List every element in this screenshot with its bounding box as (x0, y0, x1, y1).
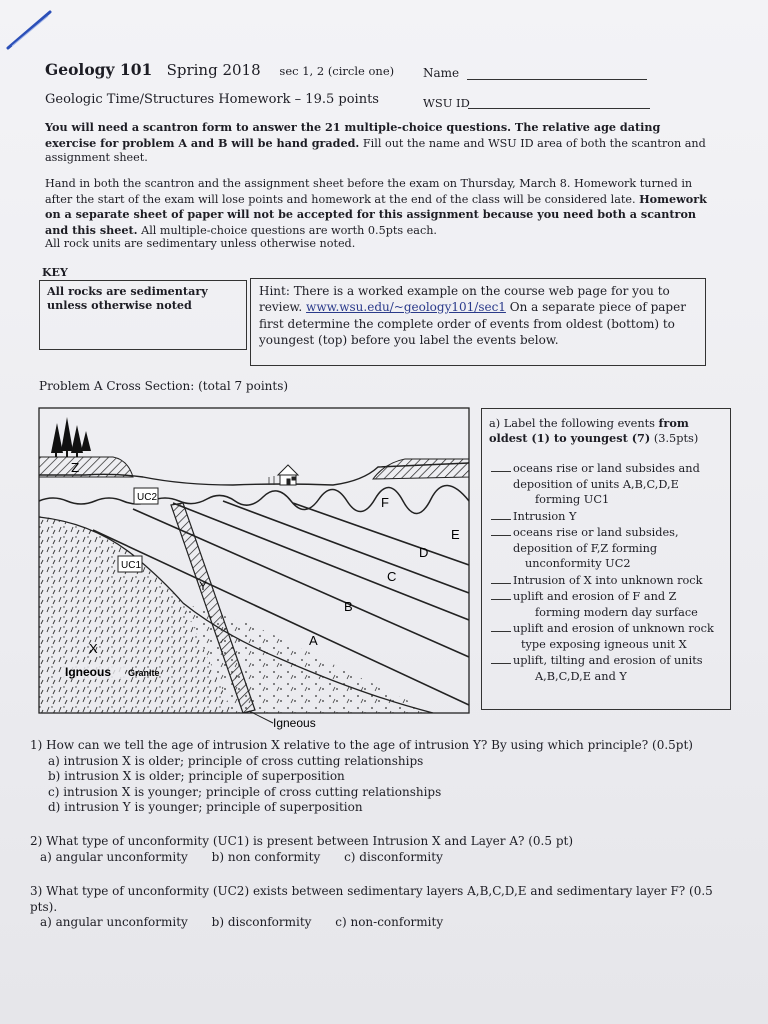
event-order-instructions: a) Label the following events from oldest (1) to youngest (7) (3.5pts) (489, 416, 699, 445)
answer-blank[interactable] (491, 535, 511, 536)
instructions-text: Fill out the name and WSU ID area of both the scantron and assignment sheet. (45, 136, 706, 165)
hint-box (250, 278, 706, 366)
layer-z-right (373, 459, 469, 479)
event-item[interactable]: uplift and erosion of F and Z forming modern day surface (491, 589, 721, 620)
layer-z-left (39, 457, 133, 477)
key-label: KEY (42, 266, 68, 279)
question-text: 1) How can we tell the age of intrusion X relative to the age of intrusion Y? By using which principle? (0.5pt) (30, 738, 693, 752)
answer-option[interactable]: d) intrusion Y is younger; principle of superposition (48, 800, 363, 814)
house-icon (278, 465, 298, 485)
event-item[interactable]: uplift and erosion of unknown rock type exposing igneous unit X (491, 621, 721, 652)
key-box (39, 280, 247, 350)
answer-blank[interactable] (491, 519, 511, 520)
label-bottom-igneous: Igneous (273, 716, 316, 730)
answer-blank[interactable] (491, 471, 511, 472)
label-igneous: Igneous (65, 665, 112, 679)
section-choice: sec 1, 2 (circle one) (279, 64, 395, 78)
event-item[interactable]: oceans rise or land subsides and deposition of units A,B,C,D,E forming UC1 (491, 461, 721, 508)
question-2 (30, 834, 730, 865)
instructions-paragraph-3: All rock units are sedimentary unless otherwise noted. (45, 237, 356, 250)
name-label: Name (423, 66, 460, 80)
event-item[interactable]: oceans rise or land subsides, deposition of F,Z forming unconformity UC2 (491, 525, 721, 572)
instructions-bold: Homework on a separate sheet of paper will not be accepted for this assignment because you need both a scantron and this sheet. (45, 191, 707, 237)
label-granite: Granite (128, 668, 160, 678)
unconformity-uc2 (39, 485, 469, 513)
answer-option[interactable]: c) disconformity (344, 849, 443, 864)
answer-option[interactable]: a) angular unconformity (40, 849, 188, 864)
answer-option[interactable]: c) intrusion X is younger; principle of cross cutting relationships (48, 784, 442, 799)
answer-option[interactable]: b) non conformity (211, 849, 321, 864)
answer-option[interactable]: a) intrusion X is older; principle of cross cutting relationships (48, 753, 424, 768)
problem-a-title: Problem A Cross Section: (total 7 points) (39, 379, 289, 393)
label-z: Z (71, 461, 80, 475)
instructions-paragraph-2 (45, 177, 715, 238)
hint-text-2: On a separate piece of paper first determine the complete order of events from oldest (bottom) to youngest (top) before you label the events below. (259, 300, 686, 347)
tree-icon (51, 417, 91, 457)
hint-text-1: Hint: There is a worked example on the course web page for you to review. (259, 284, 670, 315)
page-title (45, 60, 394, 79)
answer-option[interactable]: b) disconformity (211, 915, 312, 929)
label-x: X (89, 641, 98, 656)
answer-blank[interactable] (491, 599, 511, 600)
course-name: Geology 101 (45, 60, 153, 79)
wsu-id-label: WSU ID (423, 96, 470, 110)
course-link[interactable]: www.wsu.edu/~geology101/sec1 (306, 300, 506, 315)
subtitle: Geologic Time/Structures Homework – 19.5 points (45, 92, 379, 107)
label-f: F (381, 495, 389, 510)
instructions-bold: You will need a scantron form to answer the 21 multiple-choice questions. The relative age dating exercise for problem A and B will be hand graded. (45, 120, 661, 150)
label-c: C (387, 569, 397, 584)
event-order-box (481, 408, 731, 710)
pen-icon (4, 8, 56, 52)
label-d: D (419, 545, 429, 560)
instructions-text: All multiple-choice questions are worth 0.5pts each. (137, 223, 437, 237)
key-text: All rocks are sedimentary unless otherwise noted (47, 284, 208, 312)
answer-option[interactable]: a) angular unconformity (40, 915, 188, 929)
answer-blank[interactable] (491, 631, 511, 632)
question-text: 2) What type of unconformity (UC1) is present between Intrusion X and Layer A? (0.5 pt) (30, 834, 574, 848)
name-field[interactable] (467, 79, 647, 80)
hint-text (251, 279, 705, 352)
event-item[interactable]: Intrusion of X into unknown rock (491, 573, 721, 589)
question-3 (30, 884, 730, 931)
instructions-paragraph-1 (45, 120, 715, 166)
question-1 (30, 738, 730, 816)
answer-blank[interactable] (491, 663, 511, 664)
wsu-id-field[interactable] (468, 108, 650, 109)
question-text: 3) What type of unconformity (UC2) exists between sedimentary layers A,B,C,D,E and sedimentary layer F? (0.5 pts). (30, 884, 713, 914)
event-item[interactable]: uplift, tilting and erosion of units A,B,C,D,E and Y (491, 653, 721, 684)
instructions-text: Hand in both the scantron and the assignment sheet before the exam on Thursday, March 8. Homework turned in after the start of the exam will lose points and homework at the end of the class will be considered late. (45, 177, 693, 206)
label-uc1: UC1 (121, 560, 142, 571)
answer-option[interactable]: b) intrusion X is older; principle of superposition (48, 769, 345, 783)
label-b: B (344, 599, 353, 614)
label-uc2: UC2 (137, 492, 158, 503)
label-a: A (309, 633, 318, 648)
term: Spring 2018 (166, 61, 261, 79)
label-y: Y (199, 579, 208, 593)
answer-blank[interactable] (491, 583, 511, 584)
event-item[interactable]: Intrusion Y (491, 509, 721, 525)
label-e: E (451, 527, 460, 542)
answer-option[interactable]: c) non-conformity (335, 915, 444, 929)
cross-section-diagram (33, 405, 473, 730)
